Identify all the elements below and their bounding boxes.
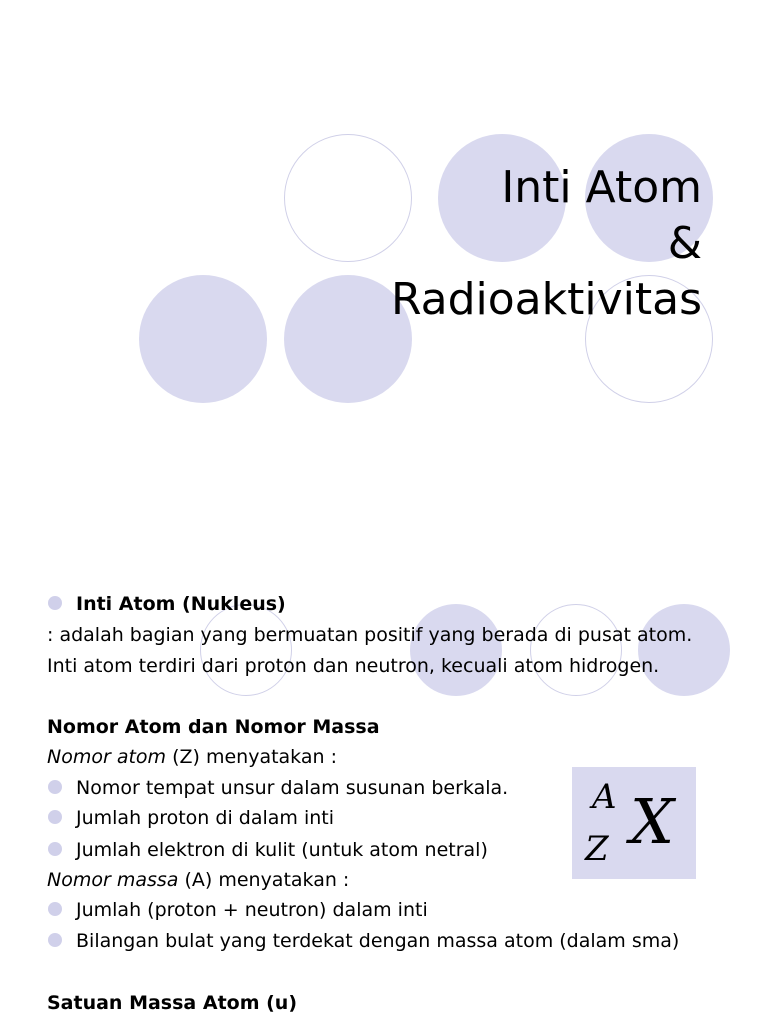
bullet-icon (48, 842, 62, 856)
section-heading-nucleus: Inti Atom (Nukleus) (48, 589, 286, 620)
bullet-icon (48, 902, 62, 916)
title-line: Inti Atom (501, 162, 702, 213)
list-item: Bilangan bulat yang terdekat dengan massa atom (dalam sma) (48, 926, 679, 957)
bullet-icon (48, 596, 62, 610)
element-symbol: X (630, 785, 675, 858)
section-heading-numbers: Nomor Atom dan Nomor Massa (47, 716, 380, 738)
nucleus-definition: : adalah bagian yang bermuatan positif yang berada di pusat atom. (47, 624, 693, 646)
atomic-number-symbol: Z (585, 829, 609, 869)
mass-number-symbol: A (592, 777, 617, 817)
bullet-icon (48, 780, 62, 794)
bullet-icon (48, 810, 62, 824)
list-item: Jumlah proton di dalam inti (48, 803, 334, 834)
nucleus-composition: Inti atom terdiri dari proton dan neutron, kecuali atom hidrogen. (47, 655, 660, 677)
title-line: Radioaktivitas (391, 274, 702, 325)
section-heading-amu: Satuan Massa Atom (u) (47, 992, 298, 1014)
nuclide-notation (572, 767, 696, 879)
decor-circle (139, 275, 267, 403)
slide-title (391, 160, 702, 328)
list-item: Jumlah (proton + neutron) dalam inti (48, 895, 428, 926)
bullet-icon (48, 933, 62, 947)
list-item: Nomor tempat unsur dalam susunan berkala. (48, 773, 508, 804)
title-line: & (667, 218, 702, 269)
atomic-number-intro: Nomor atom (Z) menyatakan : (47, 746, 337, 768)
list-item: Jumlah elektron di kulit (untuk atom netral) (48, 835, 488, 866)
mass-number-intro: Nomor massa (A) menyatakan : (47, 869, 350, 891)
